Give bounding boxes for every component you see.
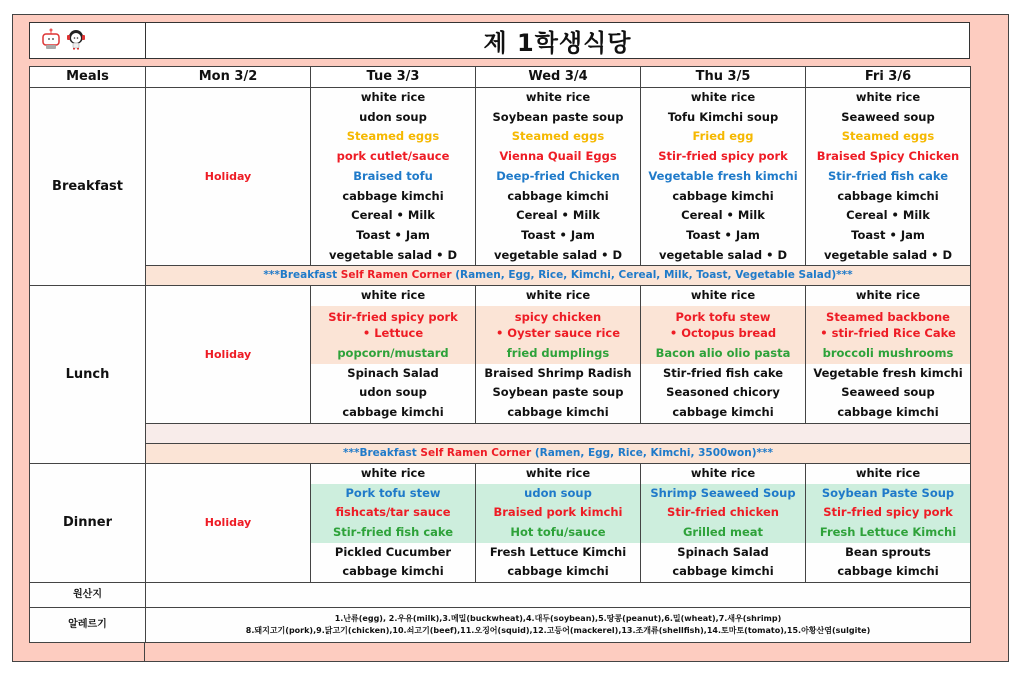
allergy-line: 8.돼지고기(pork),9.닭고기(chicken),10.쇠고기(beef),11.오징어(squid),12.고등어(mackerel),13.조개류(shellfish),14.토마토(tomato),15.아황산염(sulgite) — [245, 626, 871, 636]
menu-item: white rice — [311, 463, 476, 483]
menu-item: fried dumplings — [476, 344, 641, 364]
menu-item: Stir-fried chicken — [641, 503, 806, 523]
menu-item: Vegetable fresh kimchi — [641, 167, 806, 187]
origin-row — [30, 583, 971, 608]
main-dish-side: • stir-fried Rice Cake — [820, 326, 956, 341]
menu-item: Vegetable fresh kimchi — [806, 364, 971, 384]
menu-item-main — [476, 306, 641, 344]
menu-item: udon soup — [311, 383, 476, 403]
menu-item: Fried egg — [641, 127, 806, 147]
robot-mascot-icon — [40, 28, 62, 54]
menu-item: white rice — [476, 286, 641, 306]
menu-item: Seaweed soup — [806, 383, 971, 403]
corner-suffix: (Ramen, Egg, Rice, Kimchi, 3500won)*** — [531, 446, 774, 459]
menu-item: vegetable salad • D — [476, 246, 641, 266]
menu-item: cabbage kimchi — [641, 187, 806, 207]
main-dish-side: • Lettuce — [362, 326, 424, 341]
menu-row — [30, 88, 971, 108]
main-dish: Stir-fried spicy pork — [328, 310, 458, 325]
header-day: Tue 3/3 — [311, 67, 476, 88]
meal-label-dinner: Dinner — [30, 463, 146, 582]
menu-item: Tofu Kimchi soup — [641, 108, 806, 128]
corner-prefix: ***Breakfast — [263, 269, 341, 282]
origin-value — [146, 583, 971, 608]
menu-item: Toast • Jam — [641, 226, 806, 246]
menu-item: Steamed eggs — [311, 127, 476, 147]
menu-item: cabbage kimchi — [641, 403, 806, 423]
header-meals: Meals — [30, 67, 146, 88]
menu-item: Hot tofu/sauce — [476, 523, 641, 543]
menu-item: Fresh Lettuce Kimchi — [806, 523, 971, 543]
menu-item: Toast • Jam — [476, 226, 641, 246]
menu-item: Fresh Lettuce Kimchi — [476, 543, 641, 563]
main-dish-side: • Octopus bread — [669, 326, 777, 341]
menu-item: Braised Spicy Chicken — [806, 147, 971, 167]
logo-cell — [30, 23, 146, 58]
meal-label-lunch: Lunch — [30, 286, 146, 464]
menu-item: Bacon alio olio pasta — [641, 344, 806, 364]
main-dish: Pork tofu stew — [675, 310, 771, 325]
main-dish-side: • Oyster sauce rice — [495, 326, 621, 341]
menu-item: udon soup — [311, 108, 476, 128]
menu-item: fishcats/tar sauce — [311, 503, 476, 523]
header-day: Wed 3/4 — [476, 67, 641, 88]
corner-suffix: (Ramen, Egg, Rice, Kimchi, Cereal, Milk, Toast, Vegetable Salad)*** — [451, 269, 853, 282]
menu-item: Stir-fried fish cake — [311, 523, 476, 543]
menu-item: pork cutlet/sauce — [311, 147, 476, 167]
menu-item-main — [806, 306, 971, 344]
menu-item: white rice — [641, 463, 806, 483]
corner-prefix: ***Breakfast — [342, 446, 421, 459]
menu-item: Cereal • Milk — [641, 206, 806, 226]
page-title: 제 1학생식당 — [483, 29, 632, 57]
menu-item: cabbage kimchi — [476, 187, 641, 207]
menu-item: Seaweed soup — [806, 108, 971, 128]
empty-cell — [146, 423, 971, 443]
menu-item: Cereal • Milk — [806, 206, 971, 226]
header-day: Thu 3/5 — [641, 67, 806, 88]
menu-item: popcorn/mustard — [311, 344, 476, 364]
menu-item: white rice — [806, 463, 971, 483]
menu-item: broccoli mushrooms — [806, 344, 971, 364]
menu-item: Braised pork kimchi — [476, 503, 641, 523]
main-dish: spicy chicken — [514, 310, 602, 325]
menu-item: white rice — [806, 88, 971, 108]
header-day: Fri 3/6 — [806, 67, 971, 88]
header-row — [30, 67, 971, 88]
menu-item: Cereal • Milk — [476, 206, 641, 226]
menu-item: Pork tofu stew — [311, 484, 476, 504]
menu-item: Stir-fried spicy pork — [806, 503, 971, 523]
menu-item: Steamed eggs — [476, 127, 641, 147]
menu-item: Stir-fried fish cake — [806, 167, 971, 187]
allergy-label: 알레르기 — [30, 608, 146, 643]
menu-item: white rice — [476, 463, 641, 483]
menu-item: cabbage kimchi — [311, 187, 476, 207]
menu-item: cabbage kimchi — [641, 562, 806, 582]
menu-item: Soybean paste soup — [476, 108, 641, 128]
menu-item: cabbage kimchi — [311, 562, 476, 582]
meal-label-breakfast: Breakfast — [30, 88, 146, 286]
ramen-corner-row — [30, 443, 971, 463]
origin-label: 원산지 — [30, 583, 146, 608]
menu-item: Cereal • Milk — [311, 206, 476, 226]
corner-highlight: Self Ramen Corner — [340, 269, 452, 282]
menu-item: white rice — [476, 88, 641, 108]
menu-row — [30, 286, 971, 306]
empty-row — [30, 423, 971, 443]
menu-row — [30, 463, 971, 483]
holiday-cell: Holiday — [146, 286, 311, 424]
menu-item: vegetable salad • D — [806, 246, 971, 266]
ramen-corner-row — [30, 266, 971, 286]
menu-item: Soybean Paste Soup — [806, 484, 971, 504]
menu-item-main — [641, 306, 806, 344]
divider-line — [144, 641, 145, 662]
menu-item: white rice — [311, 88, 476, 108]
menu-item: Braised Shrimp Radish — [476, 364, 641, 384]
allergy-note — [146, 608, 971, 643]
menu-item: Vienna Quail Eggs — [476, 147, 641, 167]
allergy-row — [30, 608, 971, 643]
menu-item: Bean sprouts — [806, 543, 971, 563]
menu-item: cabbage kimchi — [476, 403, 641, 423]
menu-item: cabbage kimchi — [311, 403, 476, 423]
ramen-corner-note — [146, 443, 971, 463]
menu-item: Spinach Salad — [641, 543, 806, 563]
menu-item: Toast • Jam — [311, 226, 476, 246]
menu-item: vegetable salad • D — [311, 246, 476, 266]
menu-item: white rice — [641, 88, 806, 108]
menu-item: Toast • Jam — [806, 226, 971, 246]
menu-item-main — [311, 306, 476, 344]
menu-item: Steamed eggs — [806, 127, 971, 147]
menu-item: Stir-fried fish cake — [641, 364, 806, 384]
menu-item: Stir-fried spicy pork — [641, 147, 806, 167]
menu-item: Shrimp Seaweed Soup — [641, 484, 806, 504]
menu-item: Spinach Salad — [311, 364, 476, 384]
menu-item: udon soup — [476, 484, 641, 504]
menu-item: Pickled Cucumber — [311, 543, 476, 563]
ramen-corner-note — [146, 266, 971, 286]
menu-item: cabbage kimchi — [806, 187, 971, 207]
menu-item: Braised tofu — [311, 167, 476, 187]
corner-highlight: Self Ramen Corner — [420, 446, 532, 459]
menu-item: white rice — [641, 286, 806, 306]
menu-item: Deep-fried Chicken — [476, 167, 641, 187]
holiday-cell: Holiday — [146, 463, 311, 582]
menu-item: white rice — [311, 286, 476, 306]
meal-table — [29, 66, 971, 643]
menu-item: cabbage kimchi — [476, 562, 641, 582]
menu-item: Seasoned chicory — [641, 383, 806, 403]
menu-item: Soybean paste soup — [476, 383, 641, 403]
girl-mascot-icon — [65, 28, 87, 54]
holiday-cell: Holiday — [146, 88, 311, 266]
menu-item: vegetable salad • D — [641, 246, 806, 266]
header-day: Mon 3/2 — [146, 67, 311, 88]
menu-item: cabbage kimchi — [806, 403, 971, 423]
menu-item: white rice — [806, 286, 971, 306]
allergy-line: 1.난류(egg), 2.우유(milk),3.메밀(buckwheat),4.대두(soybean),5.땅콩(peanut),6.밀(wheat),7.새우(shrimp) — [334, 614, 782, 624]
menu-item: Grilled meat — [641, 523, 806, 543]
menu-item: cabbage kimchi — [806, 562, 971, 582]
title-row — [29, 22, 970, 59]
main-dish: Steamed backbone — [826, 310, 950, 325]
